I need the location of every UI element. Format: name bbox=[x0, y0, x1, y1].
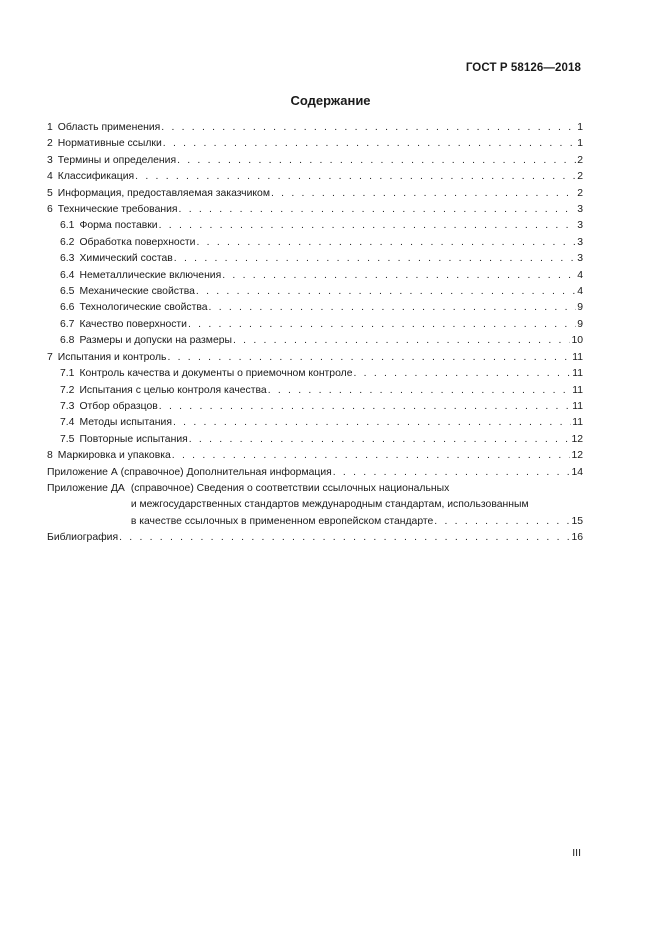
toc-entry-number: 7.1 bbox=[60, 368, 75, 380]
toc-entry[interactable] bbox=[47, 350, 583, 366]
leader-dots bbox=[333, 465, 571, 481]
leader-dots bbox=[135, 169, 576, 185]
toc-entry-title: Контроль качества и документы о приемочном контроле bbox=[79, 368, 353, 380]
toc-entry-title: Нормативные ссылки bbox=[57, 138, 162, 150]
page-number: III bbox=[572, 847, 581, 859]
appendix-title-line: в качестве ссылочных в примененном европейском стандарте bbox=[130, 515, 434, 527]
toc-entry-title: Качество поверхности bbox=[79, 318, 187, 330]
toc-entry-number: 7.4 bbox=[60, 417, 75, 429]
toc-subentry[interactable] bbox=[47, 268, 583, 284]
leader-dots bbox=[161, 120, 576, 136]
toc-entry-page: 12 bbox=[571, 450, 583, 462]
toc-entry-page: 14 bbox=[571, 466, 583, 478]
toc-entry-title: Приложение А (справочное) Дополнительная информация bbox=[47, 466, 332, 478]
toc-subentry[interactable] bbox=[47, 218, 583, 234]
toc-entry-number: 8 bbox=[47, 450, 53, 462]
leader-dots bbox=[177, 153, 576, 169]
toc-entry-title: Обработка поверхности bbox=[79, 236, 196, 248]
toc-entry-page: 3 bbox=[577, 220, 583, 232]
toc-heading: Содержание bbox=[290, 93, 371, 108]
toc-entry-page: 10 bbox=[571, 335, 583, 347]
toc-entry-page: 3 bbox=[577, 204, 583, 216]
toc-entry-title: Испытания с целью контроля качества bbox=[79, 384, 267, 396]
leader-dots bbox=[167, 350, 571, 366]
toc-entry-title: Маркировка и упаковка bbox=[57, 450, 171, 462]
leader-dots bbox=[159, 399, 571, 415]
leader-dots bbox=[353, 366, 571, 382]
toc-entry-number: 3 bbox=[47, 154, 53, 166]
toc-entry-page: 11 bbox=[572, 384, 583, 396]
toc-entry-title: Библиография bbox=[47, 532, 119, 544]
toc-entry-page: 11 bbox=[572, 351, 583, 363]
toc-entry-page: 1 bbox=[577, 122, 583, 133]
appendix-title-line: (справочное) Сведения о соответствии ссылочных национальных bbox=[130, 482, 450, 494]
toc-entry-title: Информация, предоставляемая заказчиком bbox=[57, 187, 270, 199]
leader-dots bbox=[179, 202, 577, 218]
toc-entry-page: 11 bbox=[572, 417, 583, 429]
toc-entry-page: 12 bbox=[571, 433, 583, 445]
toc-entry-page: 16 bbox=[571, 532, 583, 544]
toc-entry-title: Технические требования bbox=[57, 204, 178, 216]
leader-dots bbox=[233, 333, 570, 349]
toc-entry-number: 6.8 bbox=[60, 335, 75, 347]
toc-entry-page: 11 bbox=[572, 368, 583, 380]
toc-entry-page: 2 bbox=[577, 171, 583, 183]
toc-entry[interactable] bbox=[47, 448, 583, 464]
toc-entry-number: 4 bbox=[47, 171, 53, 183]
toc-entry-title: Химический состав bbox=[79, 253, 173, 265]
toc-entry[interactable] bbox=[47, 120, 583, 136]
appendix-title-line: и межгосударственных стандартов международным стандартам, использованным bbox=[130, 499, 529, 511]
toc-entry-title: Повторные испытания bbox=[79, 433, 188, 445]
toc-entry-number: 7.5 bbox=[60, 433, 75, 445]
toc-subentry[interactable] bbox=[47, 399, 583, 415]
toc-entry-number: 6.3 bbox=[60, 253, 75, 265]
toc-subentry[interactable] bbox=[47, 366, 583, 382]
toc-entry-title: Классификация bbox=[57, 171, 135, 183]
leader-dots bbox=[209, 300, 577, 316]
toc-subentry[interactable] bbox=[47, 317, 583, 333]
toc-subentry[interactable] bbox=[47, 415, 583, 431]
toc-entry-page: 11 bbox=[572, 400, 583, 412]
toc-entry-number: 6 bbox=[47, 204, 53, 216]
toc-entry[interactable] bbox=[47, 169, 583, 185]
toc-entry-number: 7.3 bbox=[60, 400, 75, 412]
leader-dots bbox=[119, 530, 570, 546]
document-header-code: ГОСТ Р 58126—2018 bbox=[465, 62, 581, 74]
toc-subentry[interactable] bbox=[47, 432, 583, 448]
toc-subentry[interactable] bbox=[47, 235, 583, 251]
leader-dots bbox=[159, 218, 577, 234]
toc-entry-title: Термины и определения bbox=[57, 154, 177, 166]
toc-entry-number: 6.5 bbox=[60, 286, 75, 298]
toc-subentry[interactable] bbox=[47, 383, 583, 399]
toc-entry-page: 2 bbox=[577, 154, 583, 166]
toc-bibliography[interactable] bbox=[47, 530, 583, 546]
toc-entry-number: 6.1 bbox=[60, 220, 75, 232]
toc-appendix-a[interactable] bbox=[47, 465, 583, 481]
toc-subentry[interactable] bbox=[47, 333, 583, 349]
toc-entry-page: 1 bbox=[577, 138, 583, 150]
toc-entry-number: 7.2 bbox=[60, 384, 75, 396]
toc-entry-title: Испытания и контроль bbox=[57, 351, 167, 363]
table-of-contents bbox=[47, 120, 583, 547]
toc-entry-page: 2 bbox=[577, 187, 583, 199]
toc-entry-title: Отбор образцов bbox=[79, 400, 158, 412]
toc-entry-title: Технологические свойства bbox=[79, 302, 208, 314]
leader-dots bbox=[189, 432, 571, 448]
toc-entry[interactable] bbox=[47, 202, 583, 218]
toc-entry-page: 3 bbox=[577, 253, 583, 265]
toc-entry[interactable] bbox=[47, 153, 583, 169]
toc-entry[interactable] bbox=[47, 186, 583, 202]
leader-dots bbox=[196, 235, 576, 251]
toc-entry-number: 6.4 bbox=[60, 269, 75, 281]
toc-entry-number: 1 bbox=[47, 122, 53, 133]
appendix-prefix: Приложение ДА bbox=[47, 482, 125, 494]
toc-entry-page: 9 bbox=[577, 318, 583, 330]
toc-entry-page: 9 bbox=[577, 302, 583, 314]
toc-entry-page: 4 bbox=[577, 286, 583, 298]
toc-entry-title: Размеры и допуски на размеры bbox=[79, 335, 232, 347]
toc-entry-title: Неметаллические включения bbox=[79, 269, 222, 281]
toc-subentry[interactable] bbox=[47, 300, 583, 316]
toc-entry-number: 6.6 bbox=[60, 302, 75, 314]
toc-entry-title: Механические свойства bbox=[79, 286, 195, 298]
leader-dots bbox=[222, 268, 576, 284]
leader-dots bbox=[268, 383, 572, 399]
toc-entry-number: 6.2 bbox=[60, 236, 75, 248]
leader-dots bbox=[163, 136, 576, 152]
toc-entry-number: 7 bbox=[47, 351, 53, 363]
toc-subentry[interactable] bbox=[47, 284, 583, 300]
toc-entry-number: 6.7 bbox=[60, 318, 75, 330]
toc-entry-number: 2 bbox=[47, 138, 53, 150]
toc-entry-number: 5 bbox=[47, 187, 53, 199]
toc-entry[interactable] bbox=[47, 136, 583, 152]
toc-appendix-da[interactable] bbox=[47, 481, 583, 530]
toc-entry-page: 4 bbox=[577, 269, 583, 281]
leader-dots bbox=[188, 317, 576, 333]
toc-subentry[interactable] bbox=[47, 251, 583, 267]
leader-dots bbox=[174, 251, 576, 267]
toc-entry-title: Область применения bbox=[57, 122, 161, 133]
toc-entry-title: Форма поставки bbox=[79, 220, 158, 232]
leader-dots bbox=[271, 186, 576, 202]
leader-dots bbox=[434, 514, 570, 530]
leader-dots bbox=[173, 415, 571, 431]
leader-dots bbox=[196, 284, 576, 300]
toc-entry-page: 15 bbox=[571, 515, 583, 527]
toc-entry-page: 3 bbox=[577, 236, 583, 248]
toc-entry-title: Методы испытания bbox=[79, 417, 172, 429]
leader-dots bbox=[172, 448, 571, 464]
